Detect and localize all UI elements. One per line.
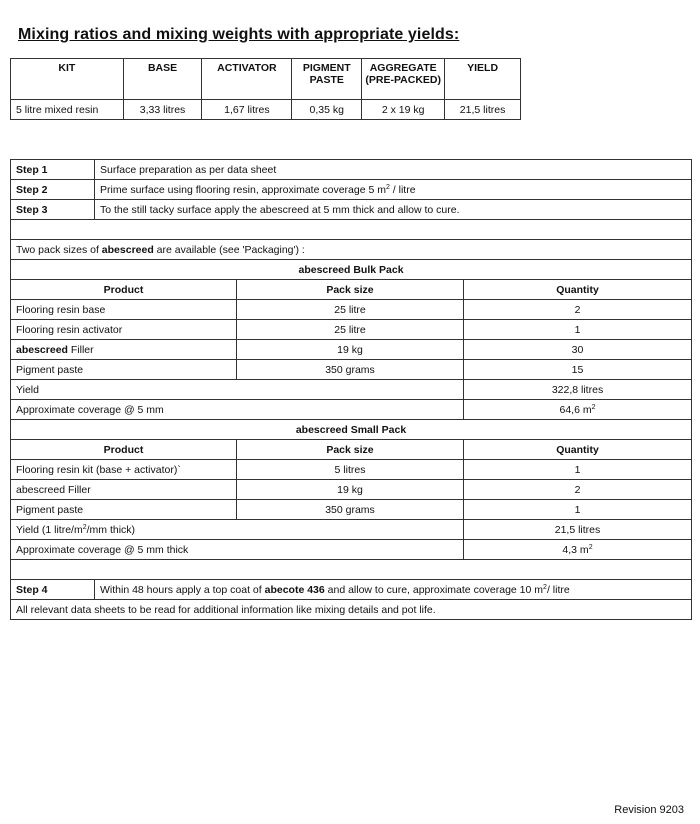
bulk-quantity: 2	[464, 300, 692, 320]
step-row	[11, 580, 692, 600]
small-pack-size: 350 grams	[237, 500, 464, 520]
mix-cell-activator: 1,67 litres	[202, 100, 292, 120]
small-header-quantity: Quantity	[464, 440, 692, 460]
mix-header-activator: ACTIVATOR	[202, 59, 292, 100]
step-2-text: Prime surface using flooring resin, approximate coverage 5 $m^2$ / litre	[95, 180, 692, 200]
small-product: Flooring resin kit (base + activator)`	[11, 460, 237, 480]
bulk-header-product: Product	[11, 280, 237, 300]
bulk-pack-size: 25 litre	[237, 320, 464, 340]
small-coverage-label: Approximate coverage @ 5 mm thick	[11, 540, 464, 560]
step-3-text: To the still tacky surface apply the abescreed at 5 mm thick and allow to cure.	[95, 200, 692, 220]
small-header-pack-size: Pack size	[237, 440, 464, 460]
mix-cell-pigment-paste: 0,35 kg	[292, 100, 362, 120]
mix-header-base: BASE	[123, 59, 202, 100]
small-pack-title: abescreed Small Pack	[11, 420, 692, 440]
bulk-yield-row	[11, 380, 692, 400]
small-coverage-row	[11, 540, 692, 560]
footer-note: All relevant data sheets to be read for additional information like mixing details and pot life.	[11, 600, 692, 620]
mix-header-pigment-paste: PIGMENT PASTE	[292, 59, 362, 100]
pack-intro-row	[11, 240, 692, 260]
small-pack-header-row	[11, 440, 692, 460]
bulk-product: abescreed Filler	[11, 340, 237, 360]
small-pack-title-row	[11, 420, 692, 440]
small-product: Pigment paste	[11, 500, 237, 520]
bulk-coverage-value: 64,6 $m^2$	[464, 400, 692, 420]
small-product: abescreed Filler	[11, 480, 237, 500]
small-header-product: Product	[11, 440, 237, 460]
step-row	[11, 200, 692, 220]
mix-header-kit: KIT	[11, 59, 124, 100]
small-yield-row	[11, 520, 692, 540]
blank-row	[11, 220, 692, 240]
bulk-product: Pigment paste	[11, 360, 237, 380]
bulk-pack-size: 19 kg	[237, 340, 464, 360]
small-quantity: 2	[464, 480, 692, 500]
bulk-yield-value: 322,8 litres	[464, 380, 692, 400]
step-4-text: Within 48 hours apply a top coat of abecote 436 and allow to cure, approximate coverage 10 $m^2/$ litre	[95, 580, 692, 600]
bulk-product: Flooring resin activator	[11, 320, 237, 340]
bulk-pack-size: 25 litre	[237, 300, 464, 320]
step-1-text: Surface preparation as per data sheet	[95, 160, 692, 180]
mix-header-aggregate: AGGREGATE (PRE-PACKED)	[362, 59, 445, 100]
bulk-quantity: 30	[464, 340, 692, 360]
step-3-label: Step 3	[11, 200, 95, 220]
table-row	[11, 340, 692, 360]
mix-cell-yield: 21,5 litres	[445, 100, 521, 120]
mix-cell-base: 3,33 litres	[123, 100, 202, 120]
mixing-ratio-table	[10, 58, 521, 120]
step-row	[11, 180, 692, 200]
bulk-header-pack-size: Pack size	[237, 280, 464, 300]
mix-cell-aggregate: 2 x 19 kg	[362, 100, 445, 120]
small-yield-value: 21,5 litres	[464, 520, 692, 540]
table-row	[11, 480, 692, 500]
pack-intro-text: Two pack sizes of abescreed are available (see 'Packaging') :	[11, 240, 692, 260]
step-2-label: Step 2	[11, 180, 95, 200]
small-quantity: 1	[464, 460, 692, 480]
small-pack-size: 5 litres	[237, 460, 464, 480]
mix-table-header-row	[11, 59, 521, 100]
bulk-product: Flooring resin base	[11, 300, 237, 320]
blank-row	[11, 560, 692, 580]
step-row	[11, 160, 692, 180]
table-row	[11, 320, 692, 340]
bulk-header-quantity: Quantity	[464, 280, 692, 300]
footer-note-row	[11, 600, 692, 620]
bulk-pack-title-row	[11, 260, 692, 280]
step-4-label: Step 4	[11, 580, 95, 600]
bulk-coverage-label: Approximate coverage @ 5 mm	[11, 400, 464, 420]
step-1-label: Step 1	[11, 160, 95, 180]
bulk-quantity: 15	[464, 360, 692, 380]
table-row	[11, 460, 692, 480]
page-title: Mixing ratios and mixing weights with appropriate yields:	[18, 26, 460, 43]
small-yield-label: Yield (1 litre/$m^2/mm$ thick)	[11, 520, 464, 540]
mix-table-row	[11, 100, 521, 120]
bulk-pack-title: abescreed Bulk Pack	[11, 260, 692, 280]
bulk-pack-header-row	[11, 280, 692, 300]
mix-header-yield: YIELD	[445, 59, 521, 100]
application-steps-table	[10, 159, 692, 620]
mix-cell-kit: 5 litre mixed resin	[11, 100, 124, 120]
table-row	[11, 360, 692, 380]
bulk-pack-size: 350 grams	[237, 360, 464, 380]
small-quantity: 1	[464, 500, 692, 520]
table-row	[11, 300, 692, 320]
bulk-quantity: 1	[464, 320, 692, 340]
small-pack-size: 19 kg	[237, 480, 464, 500]
revision-label: Revision 9203	[614, 804, 684, 816]
bulk-coverage-row	[11, 400, 692, 420]
bulk-yield-label: Yield	[11, 380, 464, 400]
table-row	[11, 500, 692, 520]
small-coverage-value: 4,3 $m^2$	[464, 540, 692, 560]
